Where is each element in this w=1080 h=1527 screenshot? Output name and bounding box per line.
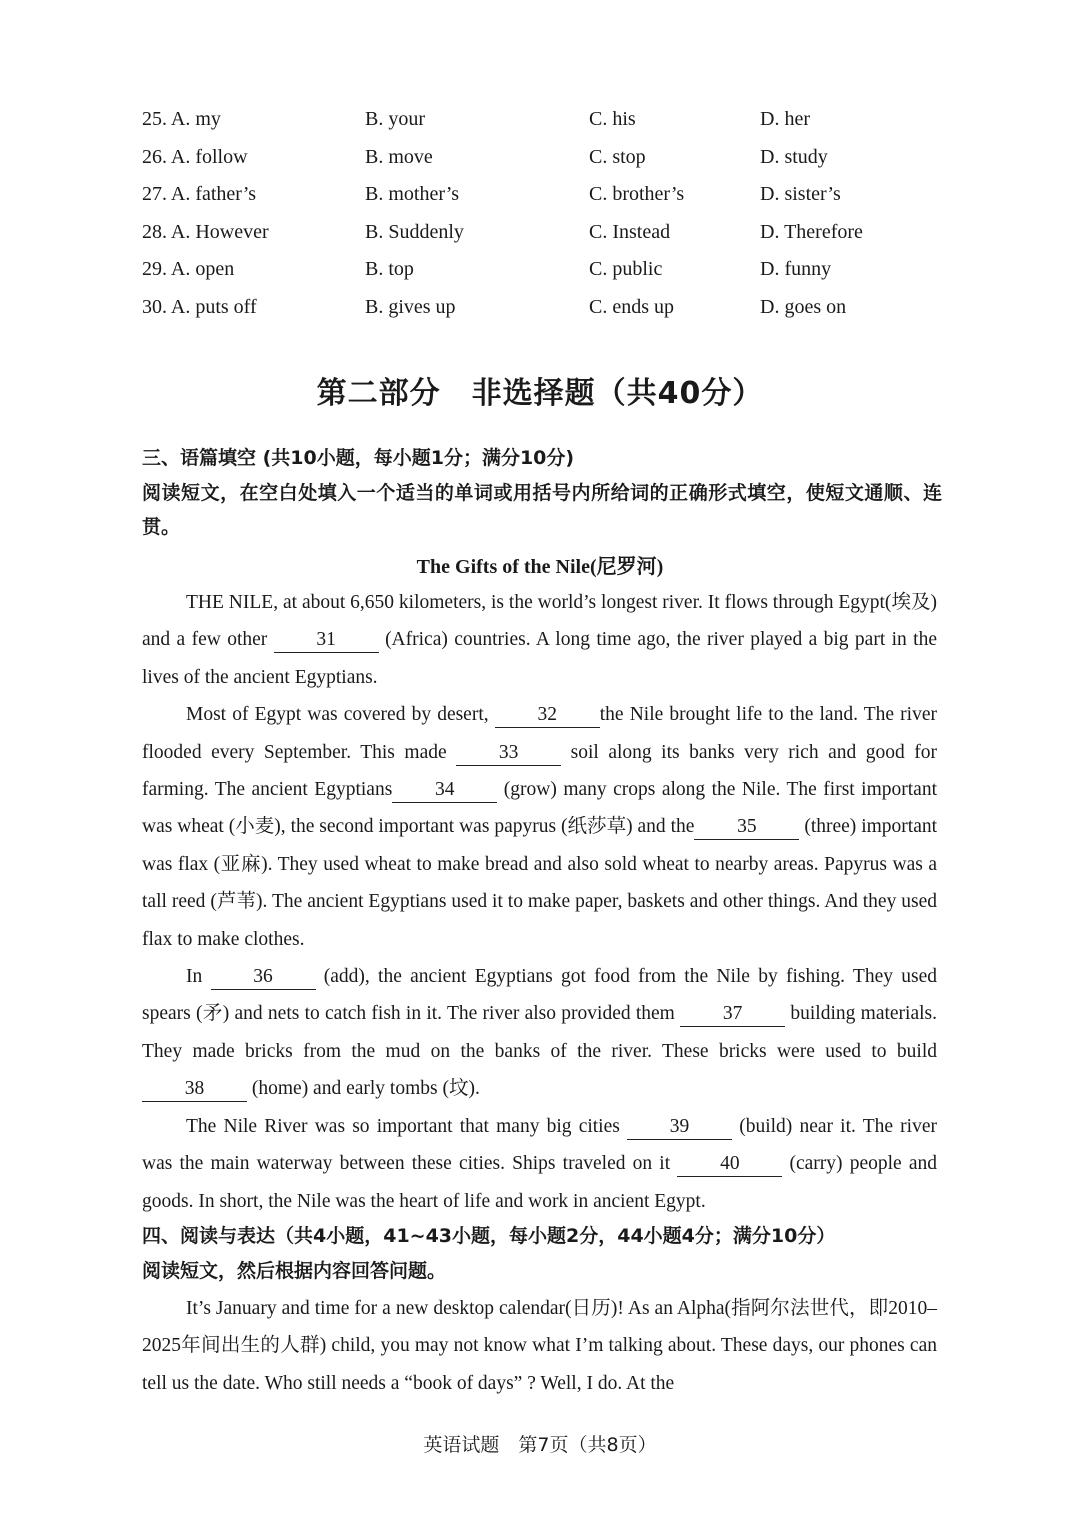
blank-36: 36 — [211, 965, 316, 990]
option-a: 28. A. However — [142, 220, 269, 243]
option-d: D. study — [760, 145, 828, 168]
option-b: B. top — [365, 258, 414, 280]
blank-35: 35 — [694, 815, 799, 840]
paragraph: In 36 (add), the ancient Egyptians got food from the Nile by fishing. They used spears (矛) and nets to catch fish in it. The river also provided them 37 building materials. They made bricks from the mud on the banks of the river. These bricks were used to build 38 (home) and early tombs (坟). — [142, 958, 937, 1108]
option-d: D. goes on — [760, 295, 847, 318]
page-footer: 英语试题 第7页（共8页） — [423, 1434, 657, 1456]
option-d: D. her — [760, 108, 810, 130]
option-a: 26. A. follow — [142, 145, 248, 168]
option-b: B. move — [365, 145, 433, 168]
option-a: 29. A. open — [142, 258, 235, 280]
section-three-heading: 三、语篇填空 (共10小题，每小题1分；满分10分) — [142, 447, 575, 469]
blank-39: 39 — [627, 1115, 732, 1140]
option-b: B. Suddenly — [365, 220, 464, 243]
option-c: C. public — [589, 258, 663, 280]
option-b: B. your — [365, 108, 425, 130]
paragraph: It’s January and time for a new desktop calendar(日历)! As an Alpha(指阿尔法世代，即2010–2025年间出生的人群) child, you may not know what I’m talking about. These days, our phones can tell us the date. Who still needs a “book of days” ? Well, I do. At the — [142, 1298, 937, 1394]
option-row-26 — [142, 146, 942, 184]
option-d: D. sister’s — [760, 183, 841, 205]
option-row-28 — [142, 221, 942, 259]
paragraph: The Nile River was so important that many big cities 39 (build) near it. The river was the main waterway between these cities. Ships traveled on it 40 (carry) people and goods. In short, the Nile was the heart of life and work in ancient Egypt. — [142, 1115, 938, 1212]
section-three-instruction: 阅读短文，在空白处填入一个适当的单词或用括号内所给词的正确形式填空，使短文通顺、连贯。 — [142, 482, 942, 538]
nile-passage — [142, 584, 937, 1220]
option-row-27 — [142, 183, 942, 221]
choice-options — [142, 108, 942, 333]
option-row-29 — [142, 258, 942, 296]
blank-32: 32 — [495, 703, 600, 728]
option-c: C. ends up — [589, 295, 674, 318]
option-b: B. gives up — [365, 295, 456, 318]
option-b: B. mother’s — [365, 183, 460, 205]
section-four-instruction: 阅读短文，然后根据内容回答问题。 — [142, 1260, 447, 1282]
passage-title: The Gifts of the Nile(尼罗河) — [416, 556, 664, 578]
blank-40: 40 — [677, 1152, 782, 1177]
option-a: 27. A. father’s — [142, 183, 257, 205]
part-two-title: 第二部分 非选择题（共40分） — [316, 376, 764, 411]
option-d: D. Therefore — [760, 220, 863, 243]
blank-34: 34 — [392, 778, 497, 803]
blank-31: 31 — [274, 628, 379, 653]
option-row-30 — [142, 296, 942, 334]
blank-33: 33 — [456, 741, 561, 766]
option-a: 25. A. my — [142, 108, 221, 130]
option-c: C. his — [589, 108, 636, 130]
section-four-heading: 四、阅读与表达（共4小题，41~43小题，每小题2分，44小题4分；满分10分） — [142, 1225, 836, 1247]
blank-37: 37 — [680, 1002, 785, 1027]
option-c: C. stop — [589, 145, 646, 168]
calendar-passage — [142, 1290, 937, 1402]
option-a: 30. A. puts off — [142, 295, 257, 318]
option-row-25 — [142, 108, 942, 146]
paragraph: Most of Egypt was covered by desert, 32 the Nile brought life to the land. The river flooded every September. This made 33 soil along its banks very rich and good for farming. The ancient Egyptians 34 (grow) many crops along the Nile. The first important was wheat (小麦), the second important was papyrus (纸莎草) and the 35 (three) important was flax (亚麻). They used wheat to make bread and also sold wheat to nearby areas. Papyrus was a tall reed (芦苇). The ancient Egyptians used it to make paper, baskets and other things. And they used flax to make clothes. — [142, 704, 938, 950]
paragraph: THE NILE, at about 6,650 kilometers, is the world’s longest river. It flows through Egypt(埃及) and a few other 31 (Africa) countries. A long time ago, the river played a big part in the lives of the ancient Egyptians. — [142, 592, 938, 688]
option-c: C. brother’s — [589, 183, 685, 205]
option-c: C. Instead — [589, 220, 671, 243]
blank-38: 38 — [142, 1077, 247, 1102]
option-d: D. funny — [760, 258, 832, 280]
